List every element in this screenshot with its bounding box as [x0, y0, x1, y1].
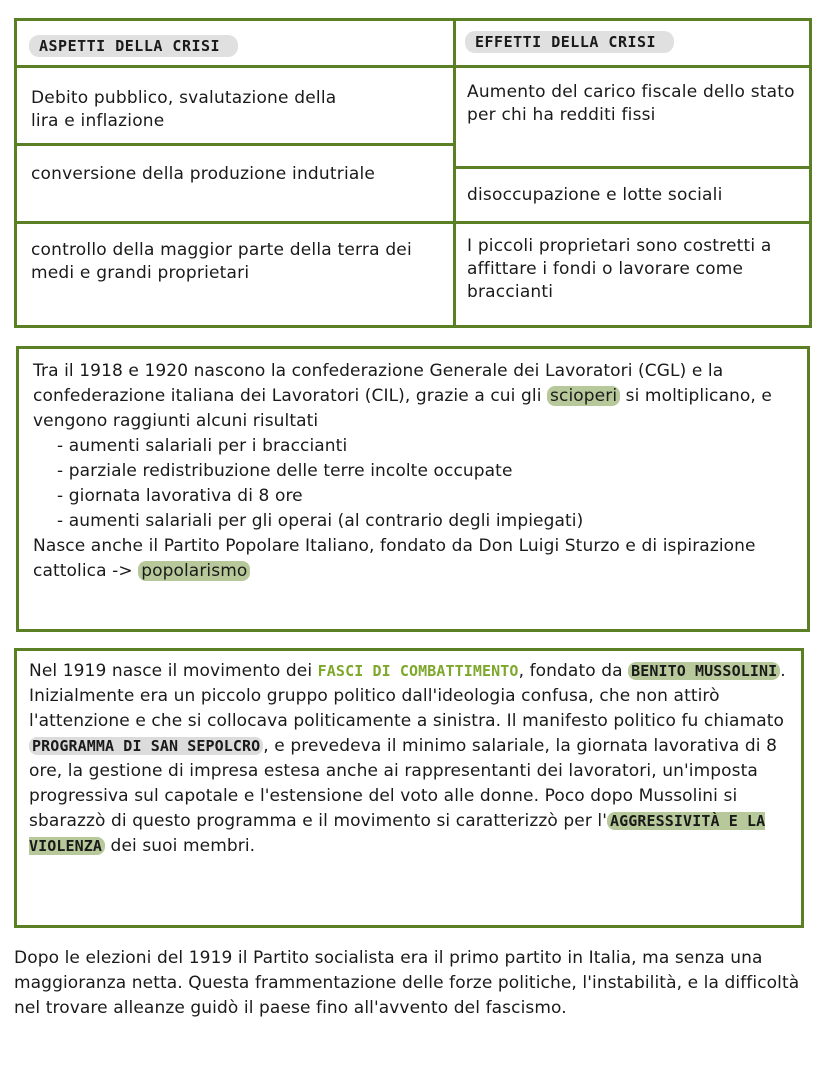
- table-divider: [453, 166, 812, 169]
- table-divider: [453, 221, 812, 224]
- table-divider: [17, 143, 453, 146]
- list-item: - parziale redistribuzione delle terre incolte occupate: [57, 461, 513, 481]
- fasci-box: [14, 648, 804, 928]
- highlight-aggressivita: AGGRESSIVITÀ E LA VIOLENZA: [29, 812, 766, 855]
- unions-paragraph: [33, 359, 795, 584]
- table-header-aspetti: ASPETTI DELLA CRISI: [29, 35, 238, 57]
- list-item: - aumenti salariali per gli operai (al contrario degli impiegati): [57, 511, 584, 531]
- table-cell-aspetto-2: conversione della produzione indutriale: [31, 164, 376, 184]
- table-divider: [17, 65, 453, 68]
- table-cell-aspetto-3: controllo della maggior parte della terra dei medi e grandi proprietari: [31, 240, 412, 283]
- unions-box: [16, 346, 810, 632]
- highlight-benito-mussolini: BENITO MUSSOLINI: [628, 662, 780, 680]
- fasci-text-1: Nel 1919 nasce il movimento dei: [29, 661, 318, 681]
- fasci-paragraph: [29, 659, 791, 859]
- fasci-di-combattimento: FASCI DI COMBATTIMENTO: [317, 662, 519, 680]
- fasci-text-4: , e prevedeva il minimo salariale, la giornata lavorativa di 8 ore, la gestione di impresa estesa anche ai rappresentanti dei lavoratori, un'imposta progressiva sul capotale e l'estensione del voto alle donne. Poco dopo Mussolini si sbarazzò di questo programma e il movimento si caratterizzò per l': [29, 736, 778, 831]
- unions-intro: Tra il 1918 e 1920 nascono la confederazione Generale dei Lavoratori (CGL) e la confederazione italiana dei Lavoratori (CIL), grazie a cui gli: [33, 361, 724, 406]
- unions-intro-end: si moltiplicano, e vengono raggiunti alcuni risultati: [33, 386, 772, 431]
- table-header-effetti: EFFETTI DELLA CRISI: [465, 31, 674, 53]
- table-cell-effetto-1: Aumento del carico fiscale dello stato per chi ha redditi fissi: [467, 82, 795, 125]
- table-divider: [17, 221, 453, 224]
- list-item: - aumenti salariali per i braccianti: [57, 436, 348, 456]
- fasci-text-5: dei suoi membri.: [105, 836, 256, 856]
- highlight-popolarismo: popolarismo: [138, 561, 250, 581]
- list-item: - giornata lavorativa di 8 ore: [57, 486, 303, 506]
- table-cell-aspetto-1: Debito pubblico, svalutazione della lira e inflazione: [31, 88, 337, 131]
- highlight-scioperi: scioperi: [547, 386, 620, 406]
- crisis-table: [14, 18, 812, 328]
- table-divider: [453, 65, 812, 68]
- fasci-text-3: . Inizialmente era un piccolo gruppo politico dall'ideologia confusa, che non attirò l'attenzione e che si collocava politicamente a sinistra. Il manifesto politico fu chiamato: [29, 661, 786, 731]
- closing-paragraph: Dopo le elezioni del 1919 il Partito socialista era il primo partito in Italia, ma senza una maggioranza netta. Questa frammentazione delle forze politiche, l'instabilità, e la difficoltà nel trovare alleanze guidò il paese fino all'avvento del fascismo.: [14, 948, 800, 1018]
- fasci-text-2: , fondato da: [518, 661, 629, 681]
- table-cell-effetto-3: I piccoli proprietari sono costretti a affittare i fondi o lavorare come braccianti: [467, 236, 772, 302]
- ppi-text: Nasce anche il Partito Popolare Italiano, fondato da Don Luigi Sturzo e di ispirazione cattolica ->: [33, 536, 756, 581]
- highlight-programma-san-sepolcro: PROGRAMMA DI SAN SEPOLCRO: [29, 737, 263, 755]
- table-cell-effetto-2: disoccupazione e lotte sociali: [467, 185, 723, 205]
